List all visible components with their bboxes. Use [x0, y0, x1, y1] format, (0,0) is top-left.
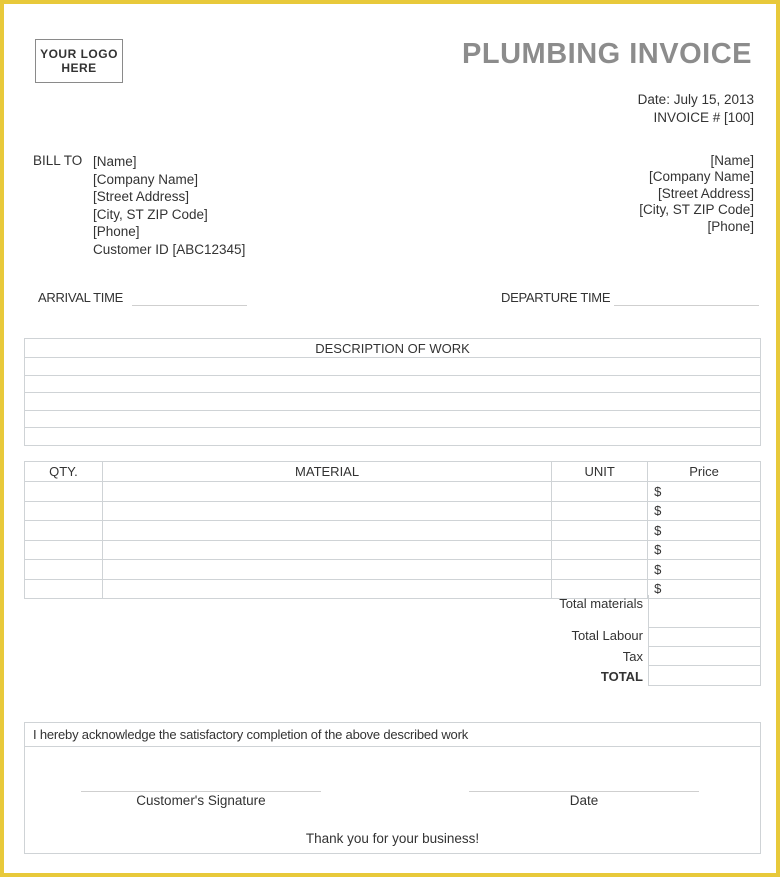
description-row[interactable]: [25, 393, 761, 411]
tax-label: Tax: [622, 649, 643, 664]
table-row: [25, 521, 761, 541]
company-phone[interactable]: [Phone]: [707, 218, 754, 234]
unit-cell[interactable]: [552, 540, 648, 560]
total-labour-label: Total Labour: [571, 628, 643, 643]
qty-cell[interactable]: [25, 501, 103, 521]
description-table: [24, 338, 761, 446]
table-row: [25, 482, 761, 502]
unit-cell[interactable]: [552, 501, 648, 521]
bill-to-phone[interactable]: [Phone]: [93, 224, 140, 240]
material-cell[interactable]: [102, 540, 551, 560]
customer-id[interactable]: Customer ID [ABC12345]: [93, 241, 246, 257]
company-company-name[interactable]: [Company Name]: [648, 169, 754, 185]
unit-cell[interactable]: [552, 560, 648, 580]
arrival-time-label: ARRIVAL TIME: [38, 290, 124, 305]
material-cell[interactable]: [102, 482, 551, 502]
thank-you-note: Thank you for your business!: [305, 831, 480, 846]
date-signature-line[interactable]: [469, 791, 699, 792]
material-cell[interactable]: [102, 521, 551, 541]
material-cell[interactable]: [102, 501, 551, 521]
material-cell[interactable]: [102, 560, 551, 580]
invoice-meta: [638, 91, 754, 127]
description-row[interactable]: [25, 358, 761, 376]
description-row[interactable]: [25, 410, 761, 428]
table-row: [25, 501, 761, 521]
invoice-number: INVOICE # [100]: [653, 110, 754, 125]
qty-cell[interactable]: [25, 540, 103, 560]
logo-placeholder: YOUR LOGO HERE: [35, 39, 123, 83]
acknowledgement-text: I hereby acknowledge the satisfactory completion of the above described work: [25, 723, 760, 747]
material-cell[interactable]: [102, 579, 551, 599]
tax-field[interactable]: [648, 647, 761, 666]
arrival-time-field[interactable]: [132, 305, 247, 306]
invoice-page: [4, 4, 776, 873]
customer-signature-label: Customer's Signature: [136, 793, 266, 808]
total-field[interactable]: [648, 666, 761, 686]
bill-to-city[interactable]: [City, ST ZIP Code]: [93, 206, 208, 222]
price-header: Price: [648, 462, 761, 482]
price-cell[interactable]: $: [648, 540, 761, 560]
company-street[interactable]: [Street Address]: [657, 185, 754, 201]
bill-to-address: [93, 153, 245, 259]
table-row: [25, 540, 761, 560]
bill-to-company[interactable]: [Company Name]: [93, 171, 199, 187]
company-name[interactable]: [Name]: [710, 153, 754, 168]
price-cell[interactable]: $: [648, 521, 761, 541]
company-address: [639, 153, 754, 235]
table-row: [25, 560, 761, 580]
unit-header: UNIT: [552, 462, 648, 482]
price-cell[interactable]: $: [648, 501, 761, 521]
total-materials-field[interactable]: [648, 595, 761, 628]
description-header: DESCRIPTION OF WORK: [25, 339, 761, 358]
total-label: TOTAL: [600, 669, 643, 684]
description-row[interactable]: [25, 375, 761, 393]
total-labour-field[interactable]: [648, 628, 761, 647]
customer-signature-line[interactable]: [81, 791, 321, 792]
bill-to-street[interactable]: [Street Address]: [93, 189, 190, 205]
description-row[interactable]: [25, 428, 761, 446]
invoice-title: PLUMBING INVOICE: [462, 38, 752, 70]
unit-cell[interactable]: [552, 521, 648, 541]
materials-table: [24, 461, 761, 599]
price-cell[interactable]: $: [648, 579, 761, 599]
totals-section: [536, 595, 761, 686]
total-materials-label: Total materials: [559, 596, 643, 611]
qty-cell[interactable]: [25, 482, 103, 502]
qty-cell[interactable]: [25, 560, 103, 580]
departure-time-label: DEPARTURE TIME: [501, 290, 611, 305]
qty-cell[interactable]: [25, 521, 103, 541]
bill-to-name[interactable]: [Name]: [93, 154, 137, 169]
company-city[interactable]: [City, ST ZIP Code]: [639, 202, 754, 218]
unit-cell[interactable]: [552, 482, 648, 502]
material-header: MATERIAL: [102, 462, 551, 482]
qty-cell[interactable]: [25, 579, 103, 599]
price-cell[interactable]: $: [648, 482, 761, 502]
qty-header: QTY.: [25, 462, 103, 482]
price-cell[interactable]: $: [648, 560, 761, 580]
departure-time-field[interactable]: [614, 305, 759, 306]
acknowledgement-box: [24, 722, 761, 854]
invoice-date: Date: July 15, 2013: [637, 92, 754, 107]
bill-to-label: BILL TO: [33, 153, 83, 168]
date-signature-label: Date: [569, 793, 599, 808]
